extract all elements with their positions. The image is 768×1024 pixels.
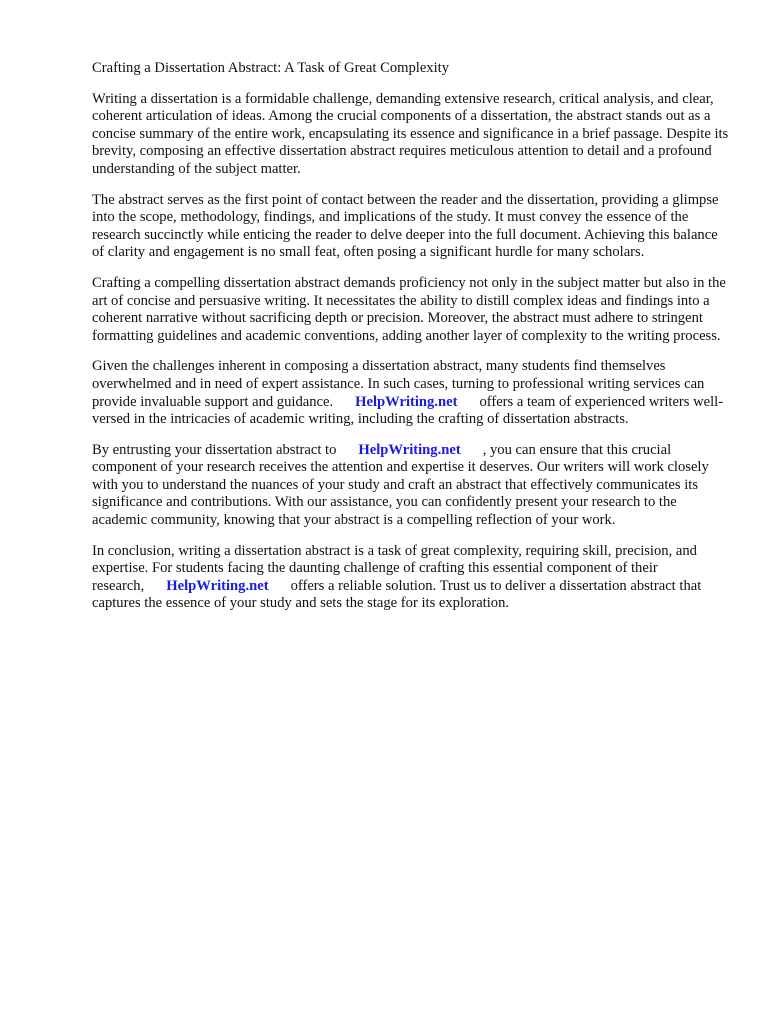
paragraph-assistance-text-2: offers a team of experienced writers well-versed in the intricacies of academic writing, including the crafting of dissertation abstracts. — [92, 393, 724, 428]
paragraph-assistance — [92, 358, 732, 428]
paragraph-conclusion — [92, 543, 732, 613]
helpwriting-link-3[interactable]: HelpWriting.net — [166, 577, 269, 594]
paragraph-conclusion-text-2: offers a reliable solution. Trust us to deliver a dissertation abstract that captures the essence of your study and sets the stage for its exploration. — [92, 577, 702, 612]
paragraph-entrusting-text-2: , you can ensure that this crucial component of your research receives the attention and expertise it deserves. Our writers will work closely with you to understand the nuances of your study and craft an abstract that effectively communicates its significance and contributions. With our assistance, you can confidently present your research to the academic community, knowing that your abstract is a compelling reflection of your work. — [92, 441, 709, 529]
paragraph-intro: Writing a dissertation is a formidable challenge, demanding extensive research, critical analysis, and clear, coherent articulation of ideas. Among the crucial components of a dissertation, the abstract stands out as a concise summary of the entire work, encapsulating its essence and significance in a brief passage. Despite its brevity, composing an effective dissertation abstract requires meticulous attention to detail and a profound understanding of the subject matter. — [92, 90, 729, 177]
paragraph-abstract-purpose: The abstract serves as the first point of contact between the reader and the dissertation, providing a glimpse into the scope, methodology, findings, and implications of the study. It must convey the essence of the research succinctly while enticing the reader to delve deeper into the full document. Achieving this balance of clarity and engagement is no small feat, often posing a significant hurdle for many scholars. — [92, 191, 719, 261]
document-page — [92, 60, 732, 626]
paragraph-assistance-text-1: Given the challenges inherent in composing a dissertation abstract, many students find themselves overwhelmed and in need of expert assistance. In such cases, turning to professional writing services can provide invaluable support and guidance. — [92, 358, 705, 410]
paragraph-writing-skill: Crafting a compelling dissertation abstract demands proficiency not only in the subject matter but also in the art of concise and persuasive writing. It necessitates the ability to distill complex ideas and findings into a coherent narrative without sacrificing depth or precision. Moreover, the abstract must adhere to stringent formatting guidelines and academic conventions, adding another layer of complexity to the writing process. — [92, 274, 726, 344]
paragraph-conclusion-text-1: In conclusion, writing a dissertation abstract is a task of great complexity, requiring skill, precision, and expertise. For students facing the daunting challenge of crafting this essential component of their research, — [92, 542, 697, 594]
paragraph-entrusting-text-1: By entrusting your dissertation abstract to — [92, 441, 337, 458]
document-title: Crafting a Dissertation Abstract: A Task of Great Complexity — [92, 60, 450, 76]
helpwriting-link-2[interactable]: HelpWriting.net — [358, 441, 461, 458]
helpwriting-link-1[interactable]: HelpWriting.net — [355, 393, 458, 410]
paragraph-entrusting — [92, 442, 732, 530]
